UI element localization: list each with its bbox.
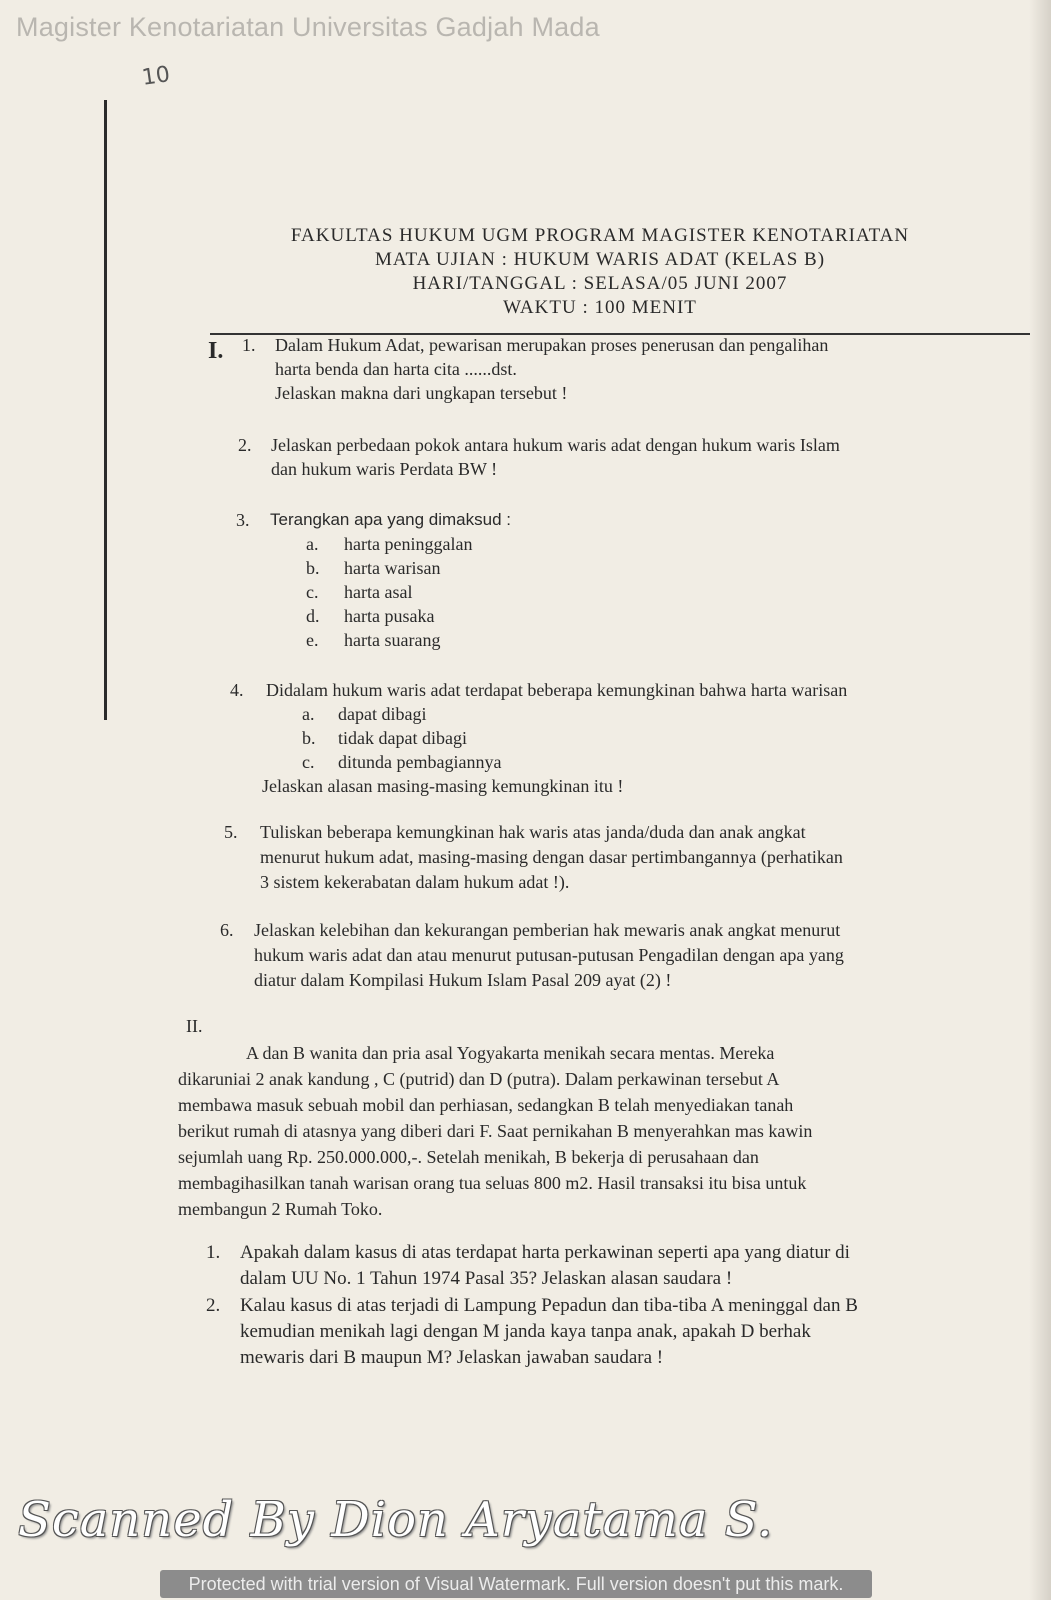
case-line: membawa masuk sebuah mobil dan perhiasan, sedangkan B telah menyediakan tanah [178,1095,794,1115]
q3-item-letter: d. [306,606,320,626]
q2-line2: dan hukum waris Perdata BW ! [271,459,498,479]
q5-line3: 3 sistem kekerabatan dalam hukum adat !). [260,872,570,892]
q5-line1: Tuliskan beberapa kemungkinan hak waris atas janda/duda dan anak angkat [260,822,806,842]
q6-line2: hukum waris adat dan atau menurut putusan-putusan Pengadilan dengan apa yang [254,945,844,965]
case-q2-line2: kemudian menikah lagi dengan M janda kaya tanpa anak, apakah D berhak [240,1321,811,1342]
q1-number: 1. [242,335,256,355]
q4-item-text: dapat dibagi [338,704,427,724]
q3-item-letter: c. [306,582,319,602]
q3-item-text: harta suarang [344,630,441,650]
header-duration: WAKTU : 100 MENIT [503,297,697,318]
handwritten-page-mark: 10 [140,62,172,91]
case-q2-number: 2. [206,1295,221,1316]
header-faculty: FAKULTAS HUKUM UGM PROGRAM MAGISTER KENOTARIATAN [290,225,910,246]
header-date: HARI/TANGGAL : SELASA/05 JUNI 2007 [412,273,788,294]
case-line: membagihasilkan tanah warisan orang tua seluas 800 m2. Hasil transaksi itu bisa untuk [178,1173,807,1193]
page-edge-shadow [1029,0,1051,1600]
case-q1-number: 1. [206,1242,221,1263]
case-q1-line2: dalam UU No. 1 Tahun 1974 Pasal 35? Jelaskan alasan saudara ! [240,1268,733,1289]
case-q2-line1: Kalau kasus di atas terjadi di Lampung Pepadun dan tiba-tiba A meninggal dan B [240,1295,858,1316]
q3-item-letter: b. [306,558,320,578]
case-line: berikut rumah di atasnya yang diberi dari F. Saat pernikahan B menyerahkan mas kawin [178,1121,813,1141]
trial-watermark-banner: Protected with trial version of Visual Watermark. Full version doesn't put this mark. [160,1570,872,1598]
q3-item-text: harta asal [344,582,413,602]
q1-line1: Dalam Hukum Adat, pewarisan merupakan proses penerusan dan pengalihan [275,335,829,355]
q4-closing: Jelaskan alasan masing-masing kemungkinan itu ! [262,776,624,796]
q6-number: 6. [220,920,234,940]
q3-intro: Terangkan apa yang dimaksud : [270,510,511,529]
q3-item-text: harta pusaka [344,606,435,626]
q4-item-letter: b. [302,728,316,748]
section-1-numeral: I. [208,338,224,364]
case-q2-line3: mewaris dari B maupun M? Jelaskan jawaban saudara ! [240,1347,664,1368]
case-paragraph [178,1040,998,1222]
margin-line [104,100,107,720]
q3-item-letter: e. [306,630,319,650]
q5-line2: menurut hukum adat, masing-masing dengan dasar pertimbangannya (perhatikan [260,847,843,867]
q6-line3: diatur dalam Kompilasi Hukum Islam Pasal 209 ayat (2) ! [254,970,672,990]
case-line: dikaruniai 2 anak kandung , C (putrid) dan D (putra). Dalam perkawinan tersebut A [178,1069,780,1089]
q3-item-text: harta peninggalan [344,534,473,554]
q4-item-letter: a. [302,704,315,724]
q4-item-letter: c. [302,752,315,772]
q3-item-letter: a. [306,534,319,554]
q4-intro: Didalam hukum waris adat terdapat beberapa kemungkinan bahwa harta warisan [266,680,848,700]
case-q1-line1: Apakah dalam kasus di atas terdapat harta perkawinan seperti apa yang diatur di [240,1242,850,1263]
case-line: sejumlah uang Rp. 250.000.000,-. Setelah menikah, B bekerja di perusahaan dan [178,1147,759,1167]
q2-line1: Jelaskan perbedaan pokok antara hukum waris adat dengan hukum waris Islam [271,435,840,455]
header-subject: MATA UJIAN : HUKUM WARIS ADAT (KELAS B) [374,249,826,270]
q3-number: 3. [236,510,250,530]
q1-line2: harta benda dan harta cita ......dst. [275,359,517,379]
q6-line1: Jelaskan kelebihan dan kekurangan pemberian hak mewaris anak angkat menurut [254,920,841,940]
case-line: A dan B wanita dan pria asal Yogyakarta menikah secara mentas. Mereka [246,1043,775,1063]
top-watermark: Magister Kenotariatan Universitas Gadjah Mada [16,12,600,42]
q4-item-text: tidak dapat dibagi [338,728,467,748]
q4-number: 4. [230,680,244,700]
section-2-numeral: II. [186,1016,203,1036]
q1-line3: Jelaskan makna dari ungkapan tersebut ! [275,383,568,403]
case-line: membangun 2 Rumah Toko. [178,1199,383,1219]
scan-credit: Scanned By Dion Aryatama S. [18,1492,774,1548]
q2-number: 2. [238,435,252,455]
q4-item-text: ditunda pembagiannya [338,752,502,772]
exam-header [200,224,1000,320]
q5-number: 5. [224,822,238,842]
q3-item-text: harta warisan [344,558,441,578]
